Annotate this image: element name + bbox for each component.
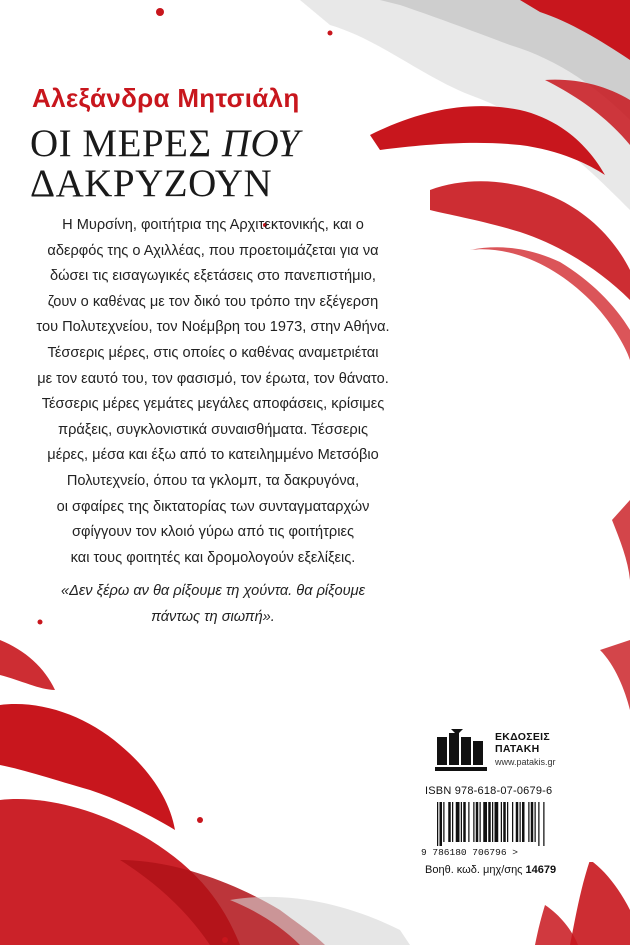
blurb-line: Τέσσερις μέρες γεμάτες μεγάλες αποφάσεις, κρίσιμες [41, 396, 385, 413]
blurb-line: μέρες, μέσα και έξω από το κατειλημμένο Μετσόβιο [47, 447, 379, 464]
blurb-line: του Πολυτεχνείου, τον Νοέμβρη του 1973, στην Αθήνα. [36, 319, 390, 336]
author-name: Αλεξάνδρα Μητσιάλη [32, 83, 300, 113]
blurb-line: σφίγγουν τον κλοιό γύρω από τις φοιτήτριες [71, 524, 355, 541]
blurb-line: οι σφαίρες της δικτατορίας των συνταγματαρχών [56, 498, 370, 515]
blurb-line: Τέσσερις μέρες, στις οποίες ο καθένας αναμετριέται [47, 344, 379, 361]
barcode-bars-icon [435, 802, 585, 846]
isbn-barcode [421, 800, 597, 862]
title-line-2: ΔΑΚΡΥΖΟΥΝ [30, 162, 273, 205]
publisher-name-line-1: ΕΚΔΟΣΕΙΣ [495, 731, 550, 743]
blurb-line: Πολυτεχνείο, όπου τα γκλομπ, τα δακρυγόνα, [66, 472, 360, 489]
book-quote [33, 579, 393, 630]
title-line-1-italic: ΠΟΥ [221, 122, 300, 165]
blurb-paragraph [33, 213, 393, 571]
publisher-url: www.patakis.gr [495, 757, 556, 767]
barcode-digits: 9 786180 706796 > [421, 847, 518, 858]
publisher-name-line-2: ΠΑΤΑΚΗ [495, 743, 540, 755]
quote-line: «Δεν ξέρω αν θα ρίξουμε τη χούντα. θα ρίξουμε [60, 583, 366, 599]
quote-line: πάντως τη σιωπή». [151, 608, 275, 625]
publisher-logo-icon [433, 727, 491, 773]
internal-code-value: 14679 [525, 864, 557, 876]
blurb-line: Η Μυρσίνη, φοιτήτρια της Αρχιτεκτονικής, και ο [62, 217, 364, 233]
blurb-line: πράξεις, συγκλονιστικά συναισθήματα. Τέσσερις [58, 421, 368, 438]
blurb-line: αδερφός της ο Αχιλλέας, που προετοιμάζεται για να [47, 242, 379, 259]
title-line-1 [30, 124, 300, 164]
blurb-line: δώσει τις εισαγωγικές εξετάσεις στο πανεπιστήμιο, [50, 268, 376, 285]
isbn-number: ISBN 978-618-07-0679-6 [425, 785, 553, 797]
blurb-line: ζουν ο καθένας με τον δικό του τρόπο την εξέγερση [47, 293, 379, 310]
title-line-1-regular: ΟΙ ΜΕΡΕΣ [30, 122, 222, 165]
internal-code-line [425, 864, 556, 876]
blurb-line: και τους φοιτητές και δρομολογούν εξελίξεις. [70, 549, 356, 566]
book-title [30, 124, 300, 204]
blurb-line: με τον εαυτό του, τον φασισμό, τον έρωτα, τον θάνατο. [37, 370, 389, 387]
publisher-logo-block [433, 727, 563, 775]
internal-code-label: Βοηθ. κωδ. μηχ/σης [425, 864, 526, 876]
